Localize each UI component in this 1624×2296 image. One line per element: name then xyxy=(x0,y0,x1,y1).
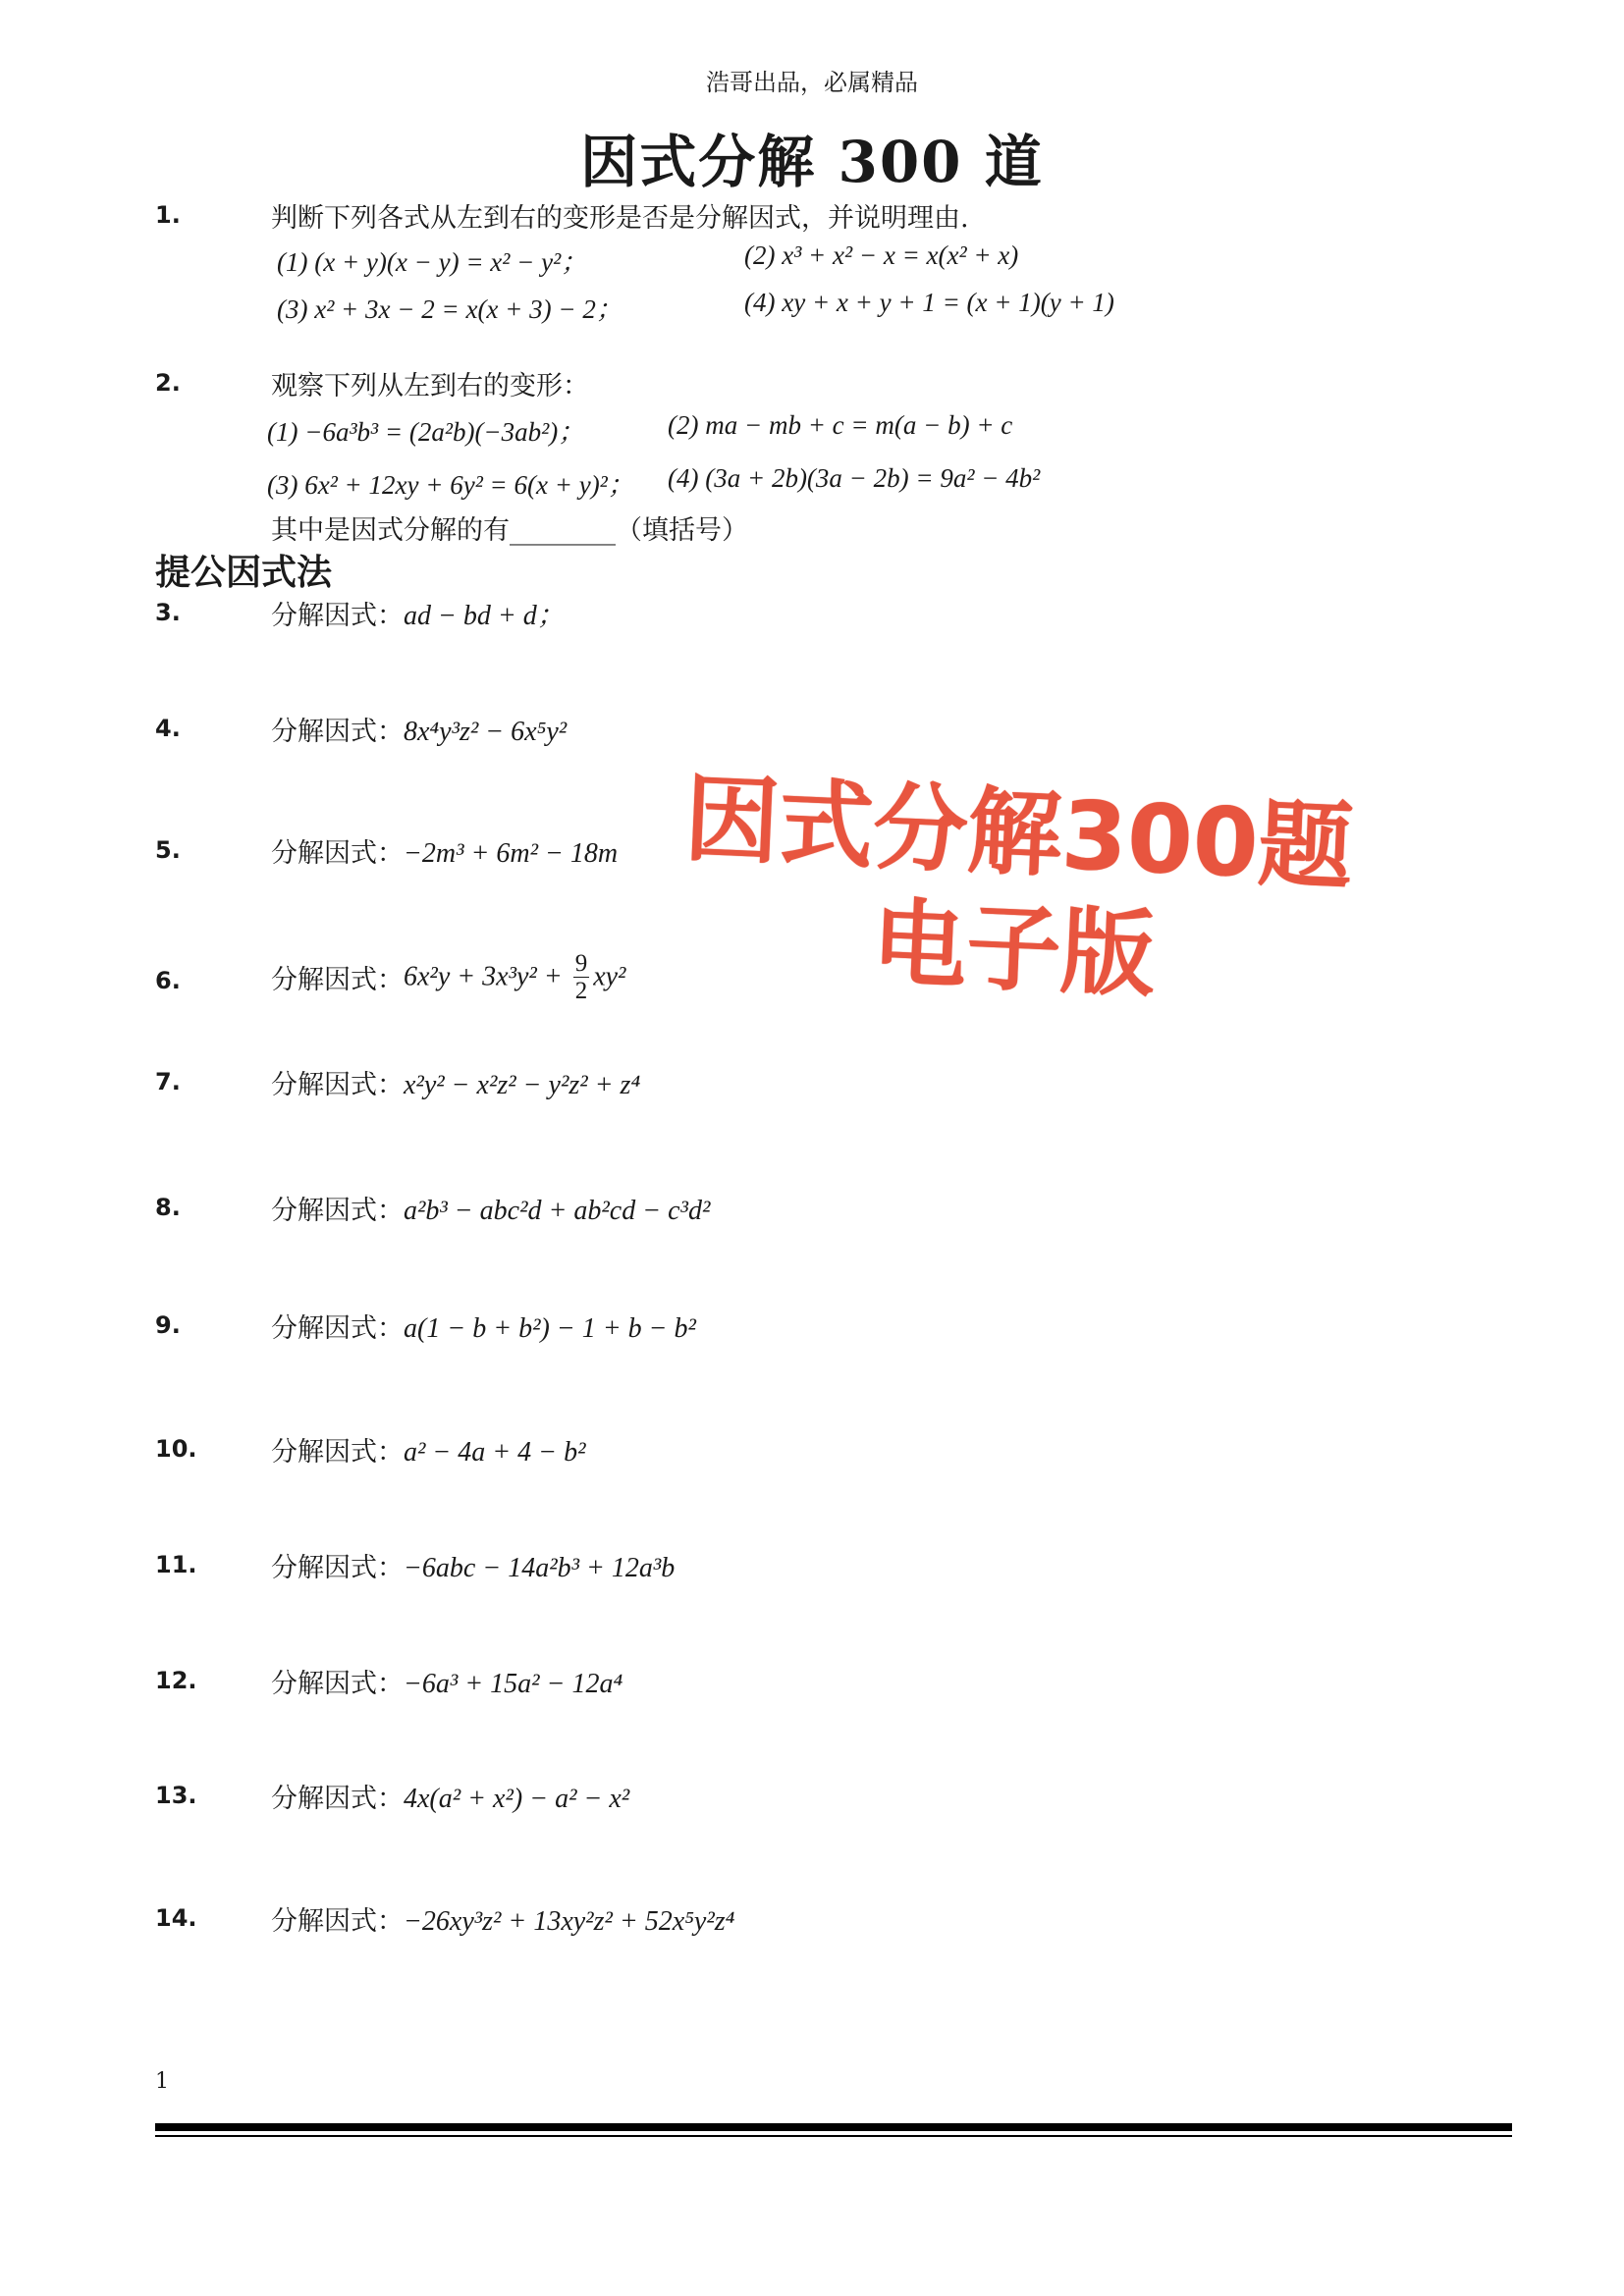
question-10-body xyxy=(271,1430,585,1468)
question-13-number: 13. xyxy=(155,1782,197,1809)
question-1-number: 1. xyxy=(155,201,181,229)
question-5-expression: −2m³ + 6m² − 18m xyxy=(404,838,619,869)
question-1-option-2: (2) x³ + x² − x = x(x² + x) xyxy=(744,240,1019,270)
question-14-body xyxy=(271,1899,734,1938)
question-2-option-1: (1) −6a³b³ = (2a²b)(−3ab²)； xyxy=(267,417,585,447)
question-10-label: 分解因式： xyxy=(271,1437,404,1468)
question-12-number: 12. xyxy=(155,1667,197,1694)
question-1-option-4: (4) xy + x + y + 1 = (x + 1)(y + 1) xyxy=(744,288,1114,317)
question-5-number: 5. xyxy=(155,836,181,864)
watermark-line-2: 电子版 xyxy=(870,887,1158,1011)
footer-rule-thick xyxy=(155,2123,1512,2131)
question-8-body xyxy=(271,1189,710,1227)
question-1-option-1: (1) (x + y)(x − y) = x² − y²； xyxy=(277,247,588,277)
question-5-body xyxy=(271,831,618,870)
question-8-number: 8. xyxy=(155,1194,181,1221)
question-13-body xyxy=(271,1777,629,1815)
question-2-stem: 观察下列从左到右的变形： xyxy=(271,371,589,401)
question-10-number: 10. xyxy=(155,1435,197,1463)
question-6-fraction xyxy=(573,950,590,1004)
question-2-answer-line: 其中是因式分解的有________（填括号） xyxy=(271,515,748,546)
question-1-option-3: (3) x² + 3x − 2 = x(x + 3) − 2； xyxy=(277,294,623,324)
question-7-number: 7. xyxy=(155,1068,181,1095)
question-8-label: 分解因式： xyxy=(271,1196,404,1226)
question-14-number: 14. xyxy=(155,1904,197,1932)
question-8-expression: a²b³ − abc²d + ab²cd − c³d² xyxy=(404,1196,711,1226)
question-9-expression: a(1 − b + b²) − 1 + b − b² xyxy=(404,1313,696,1344)
question-6-expression: 6x²y + 3x³y² + xyxy=(404,961,569,992)
question-10-expression: a² − 4a + 4 − b² xyxy=(404,1437,586,1468)
question-4-body xyxy=(271,710,567,748)
question-9-body xyxy=(271,1307,696,1345)
question-13-expression: 4x(a² + x²) − a² − x² xyxy=(404,1784,630,1814)
question-3-body xyxy=(271,594,565,633)
question-4-label: 分解因式： xyxy=(271,717,404,747)
question-14-label: 分解因式： xyxy=(271,1906,404,1937)
question-6-body xyxy=(271,950,625,1004)
question-6-expression-tail: xy² xyxy=(593,961,626,992)
question-2-number: 2. xyxy=(155,369,181,397)
question-2-option-2: (2) ma − mb + c = m(a − b) + c xyxy=(668,410,1013,440)
header-note: 浩哥出品，必属精品 xyxy=(706,69,918,96)
question-7-label: 分解因式： xyxy=(271,1070,404,1100)
page-title: 因式分解 300 道 xyxy=(580,129,1044,195)
footer-rule-thin xyxy=(155,2135,1512,2137)
question-7-expression: x²y² − x²z² − y²z² + z⁴ xyxy=(404,1070,641,1100)
question-12-expression: −6a³ + 15a² − 12a⁴ xyxy=(404,1669,623,1699)
question-12-label: 分解因式： xyxy=(271,1669,404,1699)
question-11-number: 11. xyxy=(155,1551,197,1578)
question-3-number: 3. xyxy=(155,599,181,626)
question-4-expression: 8x⁴y³z² − 6x⁵y² xyxy=(404,717,568,747)
question-6-fraction-numerator: 9 xyxy=(574,950,588,977)
question-12-body xyxy=(271,1662,623,1700)
question-2-option-4: (4) (3a + 2b)(3a − 2b) = 9a² − 4b² xyxy=(668,463,1041,493)
question-5-label: 分解因式： xyxy=(271,838,404,869)
question-3-expression: ad − bd + d； xyxy=(404,601,565,631)
question-14-expression: −26xy³z² + 13xy²z² + 52x⁵y²z⁴ xyxy=(404,1906,735,1937)
section-heading: 提公因式法 xyxy=(155,553,333,593)
question-11-label: 分解因式： xyxy=(271,1553,404,1583)
question-11-expression: −6abc − 14a²b³ + 12a³b xyxy=(404,1553,676,1583)
question-4-number: 4. xyxy=(155,715,181,742)
question-13-label: 分解因式： xyxy=(271,1784,404,1814)
question-1-stem: 判断下列各式从左到右的变形是否是分解因式，并说明理由. xyxy=(271,203,969,234)
watermark-stamp xyxy=(643,760,1389,1023)
question-6-number: 6. xyxy=(155,967,181,994)
question-3-label: 分解因式： xyxy=(271,601,404,631)
question-9-label: 分解因式： xyxy=(271,1313,404,1344)
page-number: 1 xyxy=(155,2069,169,2094)
watermark-line-1: 因式分解300题 xyxy=(682,764,1355,903)
question-11-body xyxy=(271,1546,675,1584)
question-6-label: 分解因式： xyxy=(271,965,404,995)
question-9-number: 9. xyxy=(155,1311,181,1339)
question-6-fraction-denominator: 2 xyxy=(574,978,588,1004)
question-7-body xyxy=(271,1063,640,1101)
question-2-option-3: (3) 6x² + 12xy + 6y² = 6(x + y)²； xyxy=(267,470,634,500)
